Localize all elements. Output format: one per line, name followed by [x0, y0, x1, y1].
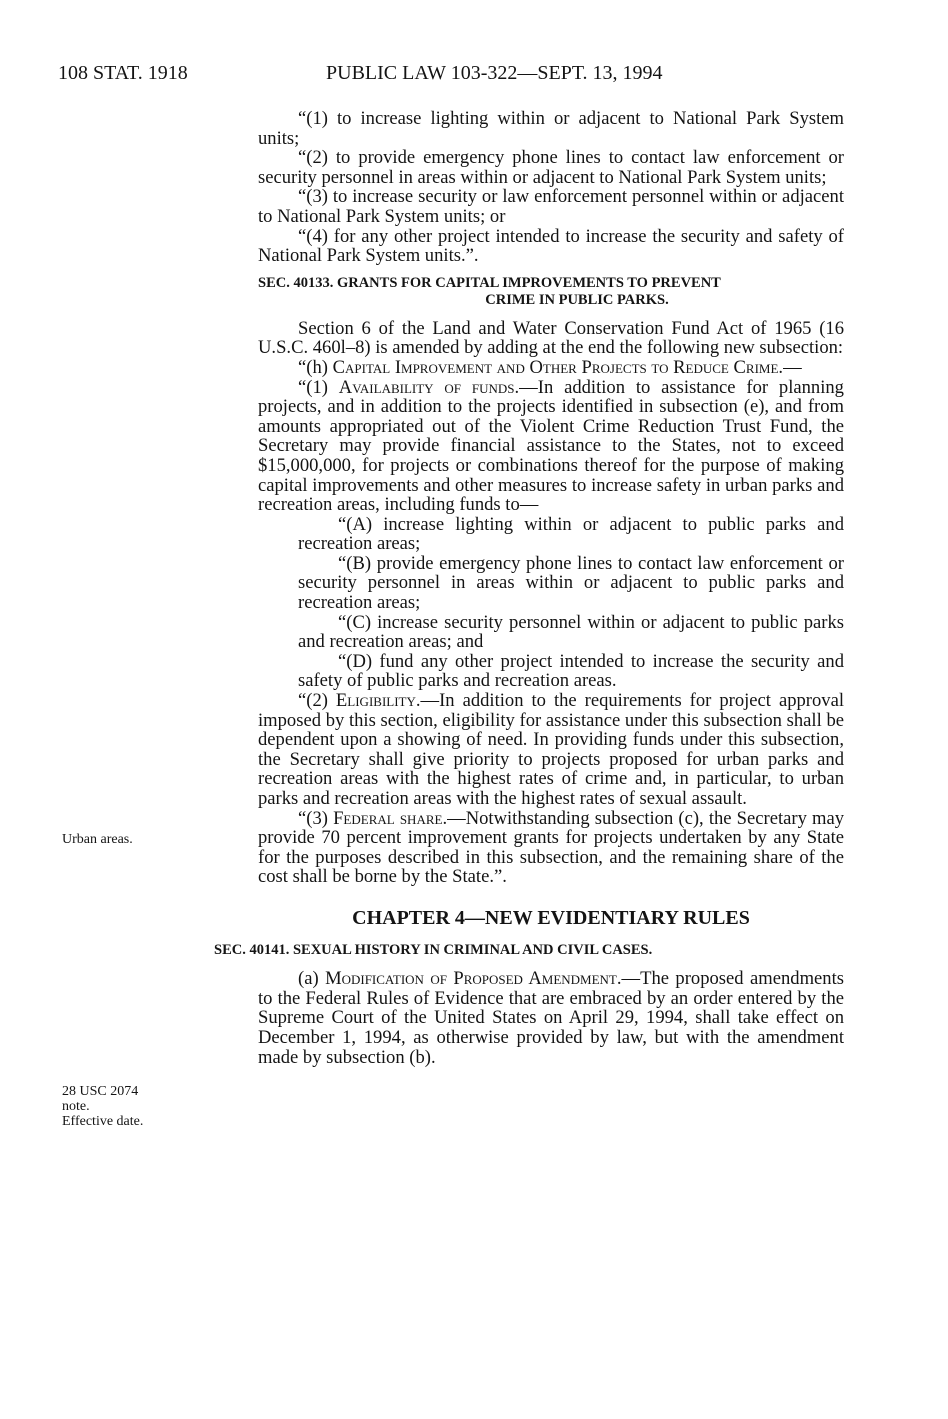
subsection-a-prefix: (a) [298, 968, 326, 990]
paragraph-h3-heading: Federal share. [333, 807, 448, 829]
paragraph-h3-prefix: “(3) [298, 807, 334, 829]
subsection-h-prefix: “(h) [298, 356, 333, 378]
paragraph-h2-heading: Eligibility. [335, 690, 421, 712]
paragraph-h2 [258, 691, 844, 809]
section-intro: Section 6 of the Land and Water Conservation Fund Act of 1965 (16 U.S.C. 460l–8) is amended by adding at the end the following new subsection: [258, 317, 844, 359]
subsection-h-suffix: — [783, 356, 802, 378]
paragraph-4: “(4) for any other project intended to increase the security and safety of National Park System units.”. [258, 225, 844, 267]
subparagraph-B: “(B) provide emergency phone lines to contact law enforcement or security personnel in areas within or adjacent to public parks and recreation areas; [298, 552, 844, 614]
chapter-heading: CHAPTER 4—NEW EVIDENTIARY RULES [352, 906, 750, 929]
section-40133-heading-line1: SEC. 40133. GRANTS FOR CAPITAL IMPROVEMENTS TO PREVENT [258, 274, 721, 291]
subparagraph-list [298, 515, 844, 691]
paragraph-h2-prefix: “(2) [298, 690, 336, 712]
paragraph-2: “(2) to provide emergency phone lines to contact law enforcement or security personnel in areas within or adjacent to National Park System units; [258, 147, 844, 188]
section-40133-heading-line2: CRIME IN PUBLIC PARKS. [485, 291, 669, 308]
section-40133-heading [258, 275, 844, 309]
paragraph-h3-text: —Notwithstanding subsection (c), the Secretary may provide 70 percent improvement grants for projects undertaken by any State for the purposes described in this subsection, and the remaining share of the cost shall be borne by the State.”. [258, 807, 845, 888]
paragraph-h1-prefix: “(1) [298, 376, 339, 398]
subsection-a-text: —The proposed amendments to the Federal Rules of Evidence that are embraced by an order entered by the Supreme Court of the United States on April 29, 1994, shall take effect on December 1, 1994, as otherwise provided by law, but with the amendment made by subsection (b). [258, 968, 844, 1068]
paragraph-h2-text: —In addition to the requirements for project approval imposed by this section, eligibility for assistance under this subsection shall be dependent upon a showing of need. In providing funds under this subsection, the Secretary shall give priority to projects proposed for urban parks and recreation areas with the highest rates of crime and, in particular, to urban parks and recreation areas with the highest rates of sexual assault. [258, 690, 844, 809]
paragraph-h1-text: —In addition to assistance for planning projects, and in addition to the projects identified in subsection (e), and from amounts appropriated out of the Violent Crime Reduction Trust Fund, the Secretary may provide financial assistance to the States, not to exceed $15,000,000, for projects or combinations thereof for the purpose of making capital improvements and other measures to increase safety in urban parks and recreation areas, including funds to— [258, 376, 844, 516]
section-40141-heading: SEC. 40141. SEXUAL HISTORY IN CRIMINAL AND CIVIL CASES. [214, 941, 653, 958]
paragraph-h1-heading: Availability of funds. [338, 376, 520, 398]
paragraph-h1 [258, 378, 844, 515]
margin-note-urban-areas: Urban areas. [62, 832, 133, 847]
margin-note-effective-date: Effective date. [62, 1114, 144, 1129]
subsection-h [258, 358, 844, 378]
paragraph-h3 [258, 809, 844, 887]
margin-note-usc-citation [62, 1084, 143, 1129]
subparagraph-C: “(C) increase security personnel within or adjacent to public parks and recreation areas; and [298, 611, 844, 653]
margin-note-usc-line2: note. [62, 1099, 90, 1114]
subparagraph-A: “(A) increase lighting within or adjacent to public parks and recreation areas; [298, 513, 844, 555]
margin-note-usc-line1: 28 USC 2074 [62, 1084, 139, 1099]
subsection-h-heading: Capital Improvement and Other Projects to Reduce Crime. [332, 356, 784, 378]
main-text [214, 108, 845, 1068]
stat-page-number: 108 STAT. 1918 [58, 62, 188, 84]
paragraph-3: “(3) to increase security or law enforcement personnel within or adjacent to National Park System units; or [258, 186, 844, 227]
page-header [0, 62, 948, 90]
subsection-a [258, 969, 844, 1067]
public-law-title: PUBLIC LAW 103-322—SEPT. 13, 1994 [326, 62, 663, 84]
subsection-a-heading: Modification of Proposed Amendment. [325, 968, 622, 990]
paragraph-1: “(1) to increase lighting within or adjacent to National Park System units; [258, 108, 844, 149]
subparagraph-D: “(D) fund any other project intended to increase the security and safety of public parks and recreation areas. [298, 650, 844, 692]
